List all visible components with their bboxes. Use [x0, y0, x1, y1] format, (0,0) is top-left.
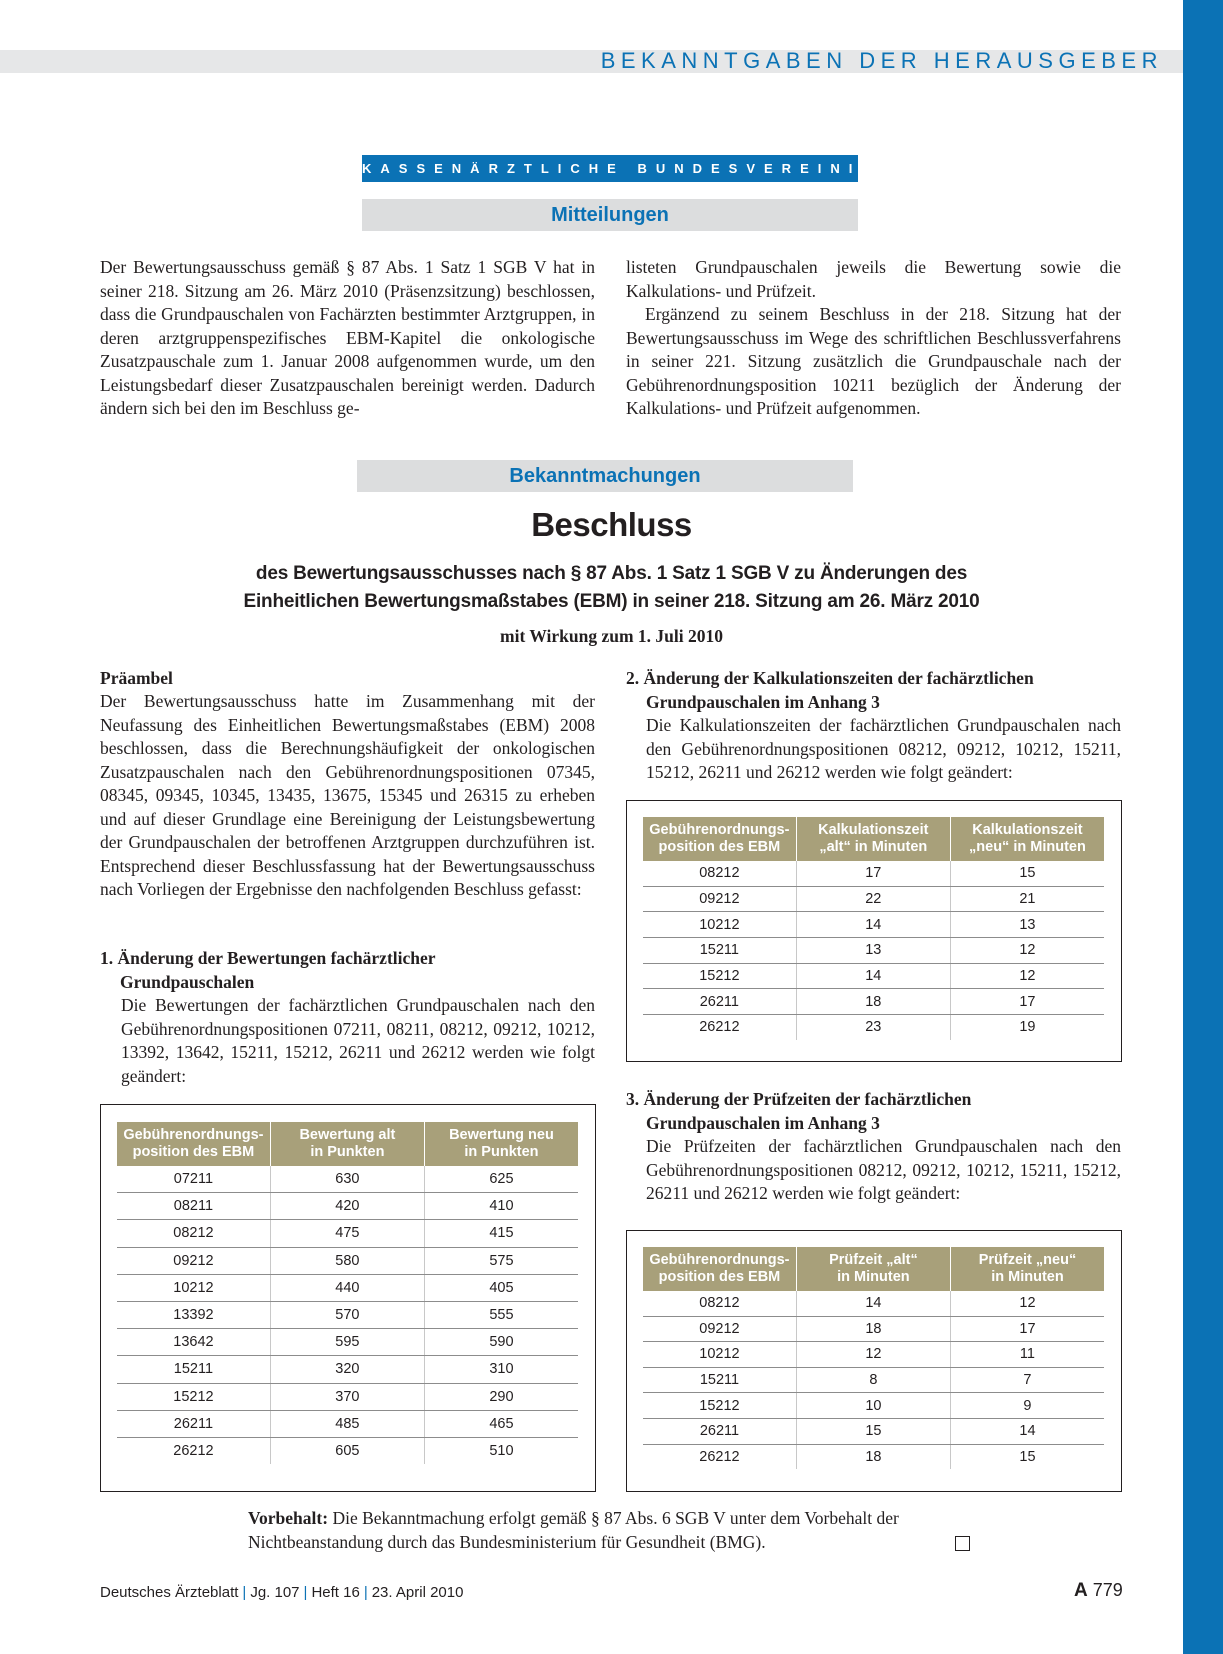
- table-cell: 15212: [643, 963, 796, 989]
- table-cell: 21: [950, 886, 1104, 912]
- table-row: [643, 1342, 1104, 1368]
- table-cell: 17: [950, 1316, 1104, 1342]
- table-header-cell: Gebührenordnungs- position des EBM: [643, 817, 796, 861]
- beschluss-subtitle: [0, 560, 1223, 616]
- mitteilungen-column-1: [100, 256, 595, 421]
- table-cell: 14: [950, 1418, 1104, 1444]
- table-cell: 10: [796, 1393, 950, 1419]
- section-header-title: BEKANNTGABEN DER HERAUSGEBER: [600, 48, 1163, 73]
- section-3-heading-line-1: 3. Änderung der Prüfzeiten der fachärztlichen: [626, 1089, 972, 1109]
- mitteilungen-heading: Mitteilungen: [362, 199, 858, 231]
- table-row: [117, 1166, 578, 1193]
- footer-issue: Heft 16: [311, 1584, 360, 1601]
- table-row: [643, 1444, 1104, 1469]
- table-cell: 12: [950, 1291, 1104, 1316]
- section-1-text: Die Bewertungen der fachärztlichen Grundpauschalen nach den Gebührenordnungspositionen 07211, 08211, 08212, 09212, 10212, 13392, 13642, 15211, 15212, 26211 und 26212 werden wie folgt geändert:: [121, 995, 595, 1086]
- table-row: [643, 989, 1104, 1015]
- table-row: [117, 1437, 578, 1464]
- table-header-cell: Prüfzeit „neu“ in Minuten: [950, 1247, 1104, 1291]
- table-cell: 10212: [643, 912, 796, 938]
- table-row: [117, 1356, 578, 1383]
- table-row: [117, 1274, 578, 1301]
- footer-citation: Deutsches Ärzteblatt | Jg. 107 | Heft 16 | 23. April 2010: [100, 1584, 464, 1601]
- table-cell: 595: [270, 1329, 424, 1356]
- table-row: [643, 1316, 1104, 1342]
- table-row: [643, 886, 1104, 912]
- section-2-heading-line-1: 2. Änderung der Kalkulationszeiten der fachärztlichen: [626, 668, 1034, 688]
- table-cell: 09212: [643, 886, 796, 912]
- section-1-heading-line-2: Grundpauschalen: [120, 971, 255, 992]
- table-cell: 420: [270, 1193, 424, 1220]
- subtitle-line-1: des Bewertungsausschusses nach § 87 Abs. 1 Satz 1 SGB V zu Änderungen des: [255, 563, 968, 584]
- table-header-cell: Gebührenordnungs- position des EBM: [117, 1122, 270, 1166]
- table-cell: 14: [796, 963, 950, 989]
- table-cell: 605: [270, 1437, 424, 1464]
- table-cell: 18: [796, 1316, 950, 1342]
- table-cell: 14: [796, 1291, 950, 1316]
- table-row: [117, 1193, 578, 1220]
- table-cell: 26211: [643, 1418, 796, 1444]
- table-cell: 290: [424, 1383, 578, 1410]
- table-cell: 09212: [117, 1247, 270, 1274]
- table-cell: 10212: [643, 1342, 796, 1368]
- table-row: [117, 1301, 578, 1328]
- table-cell: 7: [950, 1367, 1104, 1393]
- table-cell: 26211: [643, 989, 796, 1015]
- footer-page-number: 779: [1092, 1580, 1123, 1600]
- table-row: [117, 1220, 578, 1247]
- table-cell: 570: [270, 1301, 424, 1328]
- table-cell: 07211: [117, 1166, 270, 1193]
- section-2-heading-line-2: Grundpauschalen im Anhang 3: [646, 691, 880, 712]
- table-cell: 15: [950, 861, 1104, 886]
- table-cell: 08211: [117, 1193, 270, 1220]
- table-cell: 310: [424, 1356, 578, 1383]
- vorbehalt-note: [248, 1507, 971, 1554]
- table-cell: 08212: [643, 861, 796, 886]
- end-of-article-box-icon: [955, 1536, 970, 1551]
- table-row: [643, 963, 1104, 989]
- table-row: [643, 938, 1104, 964]
- table-cell: 18: [796, 989, 950, 1015]
- table-row: [643, 912, 1104, 938]
- vorbehalt-label: Vorbehalt:: [248, 1508, 329, 1528]
- section-1-heading-line-1: 1. Änderung der Bewertungen fachärztlicher: [100, 948, 436, 968]
- table-row: [117, 1410, 578, 1437]
- table-cell: 555: [424, 1301, 578, 1328]
- table-cell: 15211: [117, 1356, 270, 1383]
- table-cell: 625: [424, 1166, 578, 1193]
- table-cell: 22: [796, 886, 950, 912]
- footer-page-prefix: A: [1074, 1580, 1088, 1601]
- table-row: [117, 1383, 578, 1410]
- table-cell: 13392: [117, 1301, 270, 1328]
- table-cell: 12: [950, 963, 1104, 989]
- table-header-cell: Kalkulationszeit „alt“ in Minuten: [796, 817, 950, 861]
- section-2-text: Die Kalkulationszeiten der fachärztlichen Grundpauschalen nach den Gebührenordnungspositionen 08212, 09212, 10212, 15211, 15212, 26211 und 26212 werden wie folgt geändert:: [646, 715, 1121, 782]
- table-cell: 26212: [173, 1442, 214, 1459]
- table-cell: 440: [270, 1274, 424, 1301]
- table-cell: 10212: [117, 1274, 270, 1301]
- beschluss-title: Beschluss: [531, 506, 692, 543]
- table-row: [643, 861, 1104, 886]
- table-cell: 15: [796, 1418, 950, 1444]
- table-row: [643, 1015, 1104, 1040]
- table-cell: 370: [270, 1383, 424, 1410]
- table-cell: 26212: [699, 1019, 740, 1036]
- table-cell: 15212: [643, 1393, 796, 1419]
- table-cell: 12: [950, 938, 1104, 964]
- table-cell: 9: [950, 1393, 1104, 1419]
- table-cell: 26211: [117, 1410, 270, 1437]
- table-cell: 17: [950, 989, 1104, 1015]
- table-cell: 14: [796, 912, 950, 938]
- bekanntmachungen-heading: Bekanntmachungen: [357, 460, 853, 492]
- table-cell: 26212: [699, 1448, 740, 1465]
- footer-date: 23. April 2010: [371, 1584, 464, 1601]
- section-2-heading: [626, 667, 1121, 714]
- table-cell: 12: [796, 1342, 950, 1368]
- table-header-cell: Kalkulationszeit „neu“ in Minuten: [950, 817, 1104, 861]
- table-cell: 590: [424, 1329, 578, 1356]
- table-cell: 320: [270, 1356, 424, 1383]
- table-cell: 15211: [643, 1367, 796, 1393]
- table-cell: 415: [424, 1220, 578, 1247]
- table-cell: 08212: [117, 1220, 270, 1247]
- right-edge-bar: [1183, 0, 1223, 1654]
- table-cell: 580: [270, 1247, 424, 1274]
- praeambel-text: Der Bewertungsausschuss hatte im Zusammenhang mit der Neufassung des Einheitlichen Bewertungsmaßstabes (EBM) 2008 beschlossen, dass die Berechnungshäufigkeit der onkologischen Zusatzpauschalen nach den Gebührenordnungspositionen 07345, 08345, 09345, 10345, 13435, 13675, 15345 und 26315 zu erheben und auf dieser Grundlage eine Bereinigung der Leistungsbewertung der Grundpauschalen der betroffenen Arztgruppen durchzuführen ist. Entsprechend dieser Beschlussfassung hat der Bewertungsausschuss nach Vorliegen der Ergebnisse den nachfolgenden Beschluss gefasst:: [100, 691, 595, 899]
- table-cell: 465: [424, 1410, 578, 1437]
- table-header-cell: Prüfzeit „alt“ in Minuten: [796, 1247, 950, 1291]
- table-cell: 15212: [117, 1383, 270, 1410]
- table-cell: 630: [270, 1166, 424, 1193]
- subtitle-line-2: Einheitlichen Bewertungsmaßstabes (EBM) in seiner 218. Sitzung am 26. März 2010: [243, 591, 980, 612]
- table-cell: 410: [424, 1193, 578, 1220]
- section-1-heading: [100, 947, 595, 994]
- table-cell: 575: [424, 1247, 578, 1274]
- mitteilungen-paragraph-2: Ergänzend zu seinem Beschluss in der 218. Sitzung hat der Bewertungsausschuss im Wege des schriftlichen Beschlussverfahrens in seiner 221. Sitzung zusätzlich die Grundpauschale nach der Gebührenordnungsposition 10211 bezüglich der Änderung der Kalkulations- und Prüfzeit aufgenommen.: [626, 304, 1121, 418]
- table-cell: 15: [950, 1444, 1104, 1469]
- table-cell: 15211: [643, 938, 796, 964]
- section-3-heading-line-2: Grundpauschalen im Anhang 3: [646, 1112, 880, 1133]
- footer-journal: Deutsches Ärzteblatt: [100, 1584, 239, 1601]
- praeambel-heading: Präambel: [100, 668, 173, 688]
- section-3-heading: [626, 1088, 1121, 1135]
- table-header-cell: Bewertung alt in Punkten: [270, 1122, 424, 1166]
- table-row: [117, 1329, 578, 1356]
- table-cell: 13: [796, 938, 950, 964]
- vorbehalt-text: Die Bekanntmachung erfolgt gemäß § 87 Abs. 6 SGB V unter dem Vorbehalt der Nichtbeanstandung durch das Bundesministerium für Gesundheit (BMG).: [248, 1508, 899, 1552]
- table-row: [643, 1418, 1104, 1444]
- table-header-cell: Gebührenordnungs- position des EBM: [643, 1247, 796, 1291]
- mitteilungen-text-continued: listeten Grundpauschalen jeweils die Bewertung sowie die Kalkulations- und Prüfzeit.: [626, 257, 1121, 301]
- table-row: [117, 1247, 578, 1274]
- pruefzeiten-table: [643, 1247, 1104, 1469]
- mitteilungen-text: Der Bewertungsausschuss gemäß § 87 Abs. 1 Satz 1 SGB V hat in seiner 218. Sitzung am 26. März 2010 (Präsenzsitzung) beschlossen, dass die Grundpauschalen von Fachärzten bestimmter Arztgruppen, in deren arztgruppenspezifisches EBM-Kapitel die onkologische Zusatzpauschale zum 1. Januar 2008 aufgenommen wurde, um den Leistungsbedarf dieser Zusatzpauschalen bereinigt werden. Dadurch ändern sich bei den im Beschluss ge-: [100, 257, 595, 418]
- table-cell: 23: [796, 1015, 950, 1040]
- table-cell: 18: [796, 1444, 950, 1469]
- table-row: [643, 1367, 1104, 1393]
- table-cell: 405: [424, 1274, 578, 1301]
- footer-page: [1074, 1580, 1123, 1602]
- table-row: [643, 1393, 1104, 1419]
- table-cell: 485: [270, 1410, 424, 1437]
- section-3-text: Die Prüfzeiten der fachärztlichen Grundpauschalen nach den Gebührenordnungspositionen 08212, 09212, 10212, 15211, 15212, 26211 und 26212 werden wie folgt geändert:: [646, 1136, 1121, 1203]
- table-cell: 09212: [643, 1316, 796, 1342]
- table-cell: 19: [950, 1015, 1104, 1040]
- table-cell: 475: [270, 1220, 424, 1247]
- table-cell: 8: [796, 1367, 950, 1393]
- table-header-cell: Bewertung neu in Punkten: [424, 1122, 578, 1166]
- mitteilungen-column-2: [626, 256, 1121, 421]
- table-cell: 11: [950, 1342, 1104, 1368]
- table-cell: 08212: [643, 1291, 796, 1316]
- table-cell: 13: [950, 912, 1104, 938]
- footer-volume: Jg. 107: [250, 1584, 300, 1601]
- effective-date: mit Wirkung zum 1. Juli 2010: [500, 626, 723, 646]
- kbv-label: KASSENÄRZTLICHE BUNDESVEREINIGUNG: [362, 155, 858, 182]
- bewertungen-table: [117, 1122, 578, 1464]
- table-cell: 510: [424, 1437, 578, 1464]
- table-cell: 17: [796, 861, 950, 886]
- table-cell: 13642: [117, 1329, 270, 1356]
- table-row: [643, 1291, 1104, 1316]
- kalkulationszeiten-table: [643, 817, 1104, 1040]
